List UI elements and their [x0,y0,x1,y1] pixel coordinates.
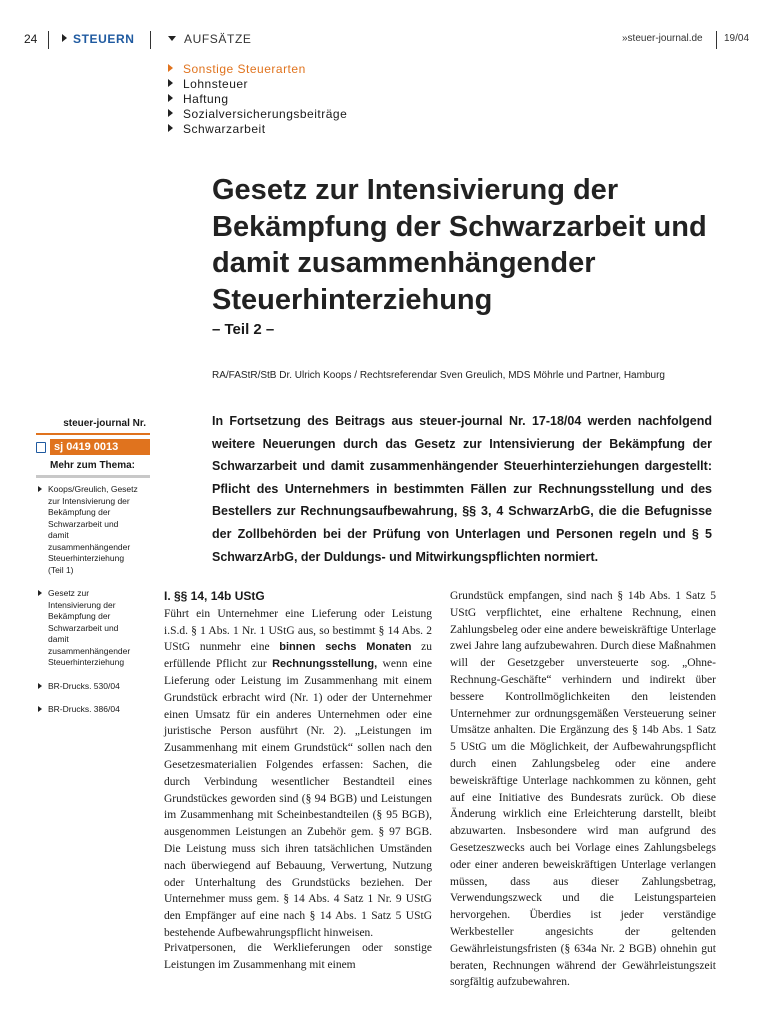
triangle-right-icon [168,64,173,72]
body-paragraph: Führt ein Unternehmer eine Lieferung oder Leistung i.S.d. § 1 Abs. 1 Nr. 1 UStG aus, so bestimmt § 14 Abs. 2 UStG nunmehr eine binnen sechs Monaten zu erfüllende Pflicht zur Rechnungsstellung, wenn eine Lieferung oder Leistung im Zusammenhang mit einem Grundstück erbracht wird (Nr. 1) oder der Unternehmer einen Umsatz für ein anderes Unternehmen oder eine juristische Person ausführt (Nr. 2). „Leistungen im Zusammenhang mit einem Grundstück“ sollen nach den Gesetzesmaterialien Folgendes erfassen: Sachen, die durch Verbindung wesentlicher Bestandteil eines Grundstückes geworden sind (§ 94 BGB) und Leistungen im Zusammenhang mit Scheinbestandteilen (§ 95 BGB), ausgenommen Leistungen an Zubehör gem. § 97 BGB. Die Leistung muss sich ihren tatsächlichen Umständen nach überwiegend auf Bebauung, Verwertung, Nutzung oder Unterhaltung des Grundstücks beziehen. Der Unternehmer muss gem. § 14 Abs. 4 Satz 1 Nr. 9 UStG den Empfänger auf eine nach § 14 Abs. 1 Satz 5 UStG bestehende Aufbewahrungspflicht hinweisen. [164,607,433,939]
issue-number: 19/04 [724,33,750,44]
running-header [0,31,770,49]
topic-item: Schwarzarbeit [168,122,347,137]
divider [48,31,49,49]
article-authors: RA/FAStR/StB Dr. Ulrich Koops / Rechtsreferendar Sven Greulich, MDS Möhrle und Partner, Hamburg [212,370,665,381]
topic-item: Sonstige Steuerarten [168,62,347,77]
body-paragraph: Grundstück empfangen, sind nach § 14b Abs. 1 Satz 5 UStG verpflichtet, eine erhaltene Rechnung, einen Zahlungsbeleg oder eine andere beweiskräftige Unterlage zwei Jahre lang aufzubewahren. Durch diese Maßnahmen will der Gesetzgeber unversteuerte sog. „Ohne-Rechnung-Geschäfte“ verhindern und indirekt über bessere Kontrollmöglichkeiten den leistenden Unternehmer zur ordnungsgemäßen Versteuerung seiner Umsätze anhalten. Die Ergänzung des § 14b Abs. 1 Satz 5 UStG um die Möglichkeit, der Aufbewahrungspflicht durch einen Zahlungsbeleg oder eine andere beweiskräftige Unterlage nachkommen zu können, geht auf eine Initiative des Bundesrats zurück. Ob diese Änderung wirklich eine Erleichterung darstellt, bleibt abzuwarten. Insbesondere wird man aufgrund des Gesetzeszwecks auch bei Vorlage eines Zahlungsbelegs oder einer anderen beweiskräftigen Unterlage verlangen müssen, dass aus dieser Zahlungsbetrag, Verwendungszweck und die Leistungsparteien hervorgehen. Überdies ist jeder verständige Werkbesteller angesichts der geltenden Gewährleistungsfristen (§ 634a Nr. 2 BGB) ohnehin gut beraten, Rechnungen während der Gewährleistungszeit sorgfältig aufzubewahren. [450,590,716,989]
related-link[interactable]: BR-Drucks. 530/04 [48,681,138,693]
related-link[interactable]: Koops/Greulich, Gesetz zur Intensivierung der Bekämpfung der Schwarzarbeit und damit zusammenhängender Steuerhinterziehung (Teil 1) [48,484,138,576]
category-label: AUFSÄTZE [168,32,251,46]
triangle-right-icon [168,94,173,102]
article-title: Gesetz zur Intensivierung der Bekämpfung der Schwarzarbeit und damit zusammenhängender Steuerhinterziehung [212,174,707,316]
triangle-right-icon [38,683,42,689]
page-number: 24 [24,32,38,46]
divider [150,31,151,49]
triangle-down-icon [168,36,176,41]
body-paragraph-start: Privatpersonen, die Werklieferungen oder sonstige Leistungen im Zusammenhang mit einem [164,942,432,971]
divider [36,475,150,478]
topic-item: Sozialversicherungsbeiträge [168,107,347,122]
triangle-right-icon [38,486,42,492]
triangle-right-icon [38,590,42,596]
triangle-right-icon [38,706,42,712]
triangle-right-icon [62,34,67,42]
document-code: sj 0419 0013 [36,438,150,456]
related-link[interactable]: Gesetz zur Intensivierung der Bekämpfung der Schwarzarbeit und damit zusammenhängender Steuerhinterziehung [48,588,138,669]
body-column-left [164,588,432,942]
topic-list [168,62,347,137]
triangle-right-icon [168,109,173,117]
sidebar-title: steuer-journal Nr. [63,418,146,429]
body-column-right [450,588,716,991]
section-label: STEUERN [62,32,135,46]
section-heading: I. §§ 14, 14b UStG [164,589,265,603]
article-part: – Teil 2 – [212,321,275,338]
website-link[interactable]: »steuer-journal.de [622,33,703,44]
divider [716,31,717,49]
topic-item: Lohnsteuer [168,77,347,92]
more-topics-label: Mehr zum Thema: [50,460,136,471]
sidebar [36,418,150,728]
triangle-right-icon [168,79,173,87]
topic-item: Haftung [168,92,347,107]
related-link[interactable]: BR-Drucks. 386/04 [48,704,138,716]
divider [36,433,150,435]
triangle-right-icon [168,124,173,132]
article-lead: In Fortsetzung des Beitrags aus steuer-journal Nr. 17-18/04 werden nachfolgend weitere Neuerungen durch das Gesetz zur Intensivierung der Bekämpfung der Schwarzarbeit und damit zusammenhängender Steuerhinterziehungen dargestellt: Pflicht des Unternehmers in bestimmten Fällen zur Rechnungsstellung und des Bestellers zur Rechnungsaufbewahrung, §§ 3, 4 SchwarzArbG, die die Befugnisse der Zollbehörden bei der Prüfung von Unterlagen und Personen regeln und § 5 SchwarzArbG, der Duldungs- und Mitwirkungspflichten normiert. [212,414,712,564]
document-icon [36,442,46,453]
